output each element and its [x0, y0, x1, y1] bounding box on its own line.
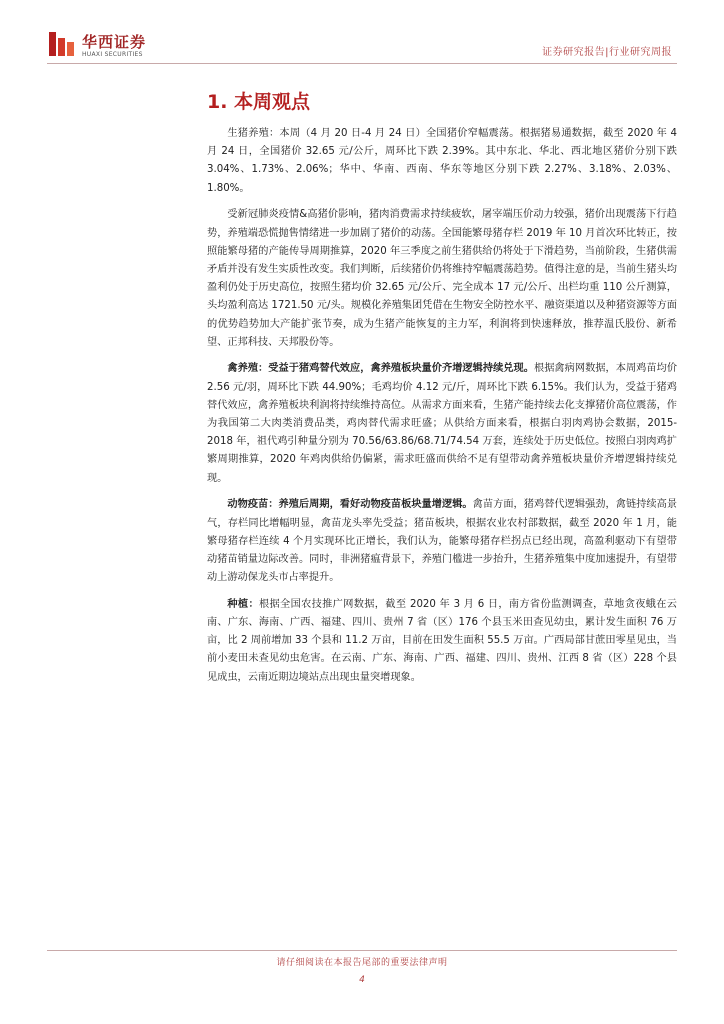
- section-title: 1. 本周观点: [207, 91, 311, 113]
- page-number: 4: [359, 975, 365, 985]
- brand-name-en: HUAXI SECURITIES: [82, 51, 143, 58]
- paragraph-body-poultry: 根据禽病网数据，本周鸡苗均价 2.56 元/羽，周环比下跌 44.90%；毛鸡均价 4.12 元/斤，周环比下跌 6.15%。我们认为，受益于猪鸡替代效应，禽养殖板块利润将持续维持高位。从需求方面来看，生猪产能持续去化支撑猪价高位震荡，作为我国第二大肉类消费品类，鸡肉替代需求旺盛；从供给方面来看，根据白羽肉鸡协会数据，2015-2018 年，祖代鸡引种量分别为 70.56/63.86/68.71/74.54 万套，连续处于历史低位。按照白羽肉鸡扩繁周期推算，2020 年鸡肉供给仍偏紧，需求旺盛而供给不足有望带动禽养殖板块量价齐增逻辑持续兑现。: [207, 363, 678, 484]
- report-body: [207, 125, 677, 695]
- paragraph-lead-poultry: 禽养殖：受益于猪鸡替代效应，禽养殖板块量价齐增逻辑持续兑现。: [227, 363, 534, 375]
- huaxi-logo-icon: [49, 32, 75, 56]
- brand-name-cn: 华西证券: [82, 33, 147, 51]
- paragraph-animal-vaccine: [207, 496, 677, 587]
- paragraph-pig-outlook: 受新冠肺炎疫情&高猪价影响，猪肉消费需求持续疲软，屠宰端压价动力较强，猪价出现震荡下行趋势，养殖端恐慌抛售情绪进一步加剧了猪价的动荡。全国能繁母猪存栏 2019 年 10 月首次环比转正，按照能繁母猪的产能传导周期推算，2020 年三季度之前生猪供给仍将处于下滑趋势，当前阶段，生猪供需矛盾并没有发生实质性改变。我们判断，后续猪价仍将维持窄幅震荡趋势。值得注意的是，当前生猪头均盈利仍处于历史高位，按照生猪均价 32.65 元/公斤、完全成本 17 元/公斤、出栏均重 110 公斤测算，头均盈利高达 1721.50 元/头。规模化养殖集团凭借在生物安全防控水平、融资渠道以及种猪资源等方面的优势趋势加大产能扩张节奏，成为生猪产能恢复的主力军，利润将到快速释放，推荐温氏股份、新希望、正邦科技、天邦股份等。: [207, 209, 677, 348]
- paragraph-lead-vaccine: 动物疫苗：养殖后周期，看好动物疫苗板块量增逻辑。: [227, 499, 473, 511]
- footer-divider: [47, 950, 677, 951]
- paragraph-lead-planting: 种植：: [227, 598, 259, 610]
- paragraph-pig-farming: 生猪养殖：本周（4 月 20 日-4 月 24 日）全国猪价窄幅震荡。根据猪易通数据，截至 2020 年 4 月 24 日，全国猪价 32.65 元/公斤，周环比下跌 2.39%。其中东北、华北、西北地区猪价分别下跌 3.04%、1.73%、2.06%；华中、华南、西南、华东等地区分别下跌 2.27%、3.18%、2.03%、1.80%。: [207, 128, 677, 194]
- paragraph-body-vaccine: 禽苗方面，猪鸡替代逻辑强劲，禽链持续高景气，存栏同比增幅明显，禽苗龙头率先受益；猪苗板块，根据农业农村部数据，截至 2020 年 1 月，能繁母猪存栏连续 4 个月实现环比正增长，我们认为，能繁母猪存栏拐点已经出现，高盈利驱动下有望带动猪苗销量边际改善。同时，非洲猪瘟背景下，养殖门槛进一步抬升，生猪养殖集中度加速提升，有望带动上游动保龙头市占率提升。: [207, 499, 678, 584]
- page-header: [0, 0, 724, 70]
- paragraph-planting: [207, 596, 677, 687]
- report-type-label: 证券研究报告|行业研究周报: [542, 47, 672, 58]
- paragraph-poultry: [207, 360, 677, 487]
- header-divider: [47, 63, 677, 64]
- paragraph-body-planting: 根据全国农技推广网数据，截至 2020 年 3 月 6 日，南方省份监测调查，草地贪夜蛾在云南、广东、海南、广西、福建、四川、贵州 7 省（区）176 个县玉米田查见幼虫，累计发生面积 76 万亩，比 2 周前增加 33 个县和 11.2 万亩，目前在田发生面积 55.5 万亩。广西局部甘蔗田零星见虫，当前小麦田未查见幼虫危害。在云南、广东、海南、广西、福建、四川、贵州、江西 8 省（区）228 个县见成虫，云南近期边境站点出现虫量突增现象。: [207, 598, 677, 683]
- legal-notice: 请仔细阅读在本报告尾部的重要法律声明: [276, 958, 448, 968]
